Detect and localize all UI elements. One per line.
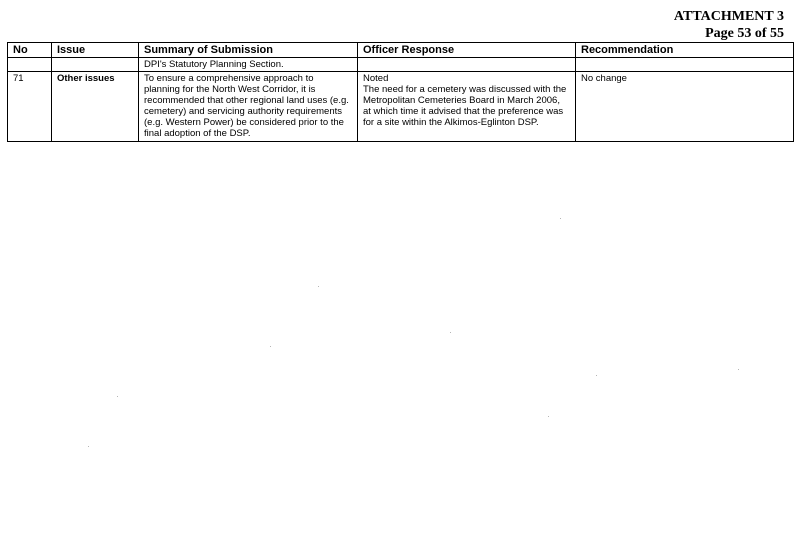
continuation-summary-cell: DPI's Statutory Planning Section.: [139, 58, 358, 72]
continuation-issue-cell: [52, 58, 139, 72]
scan-speck: [450, 332, 451, 333]
scan-speck: [117, 396, 118, 397]
column-header-issue: Issue: [52, 43, 139, 58]
scan-speck: [318, 286, 319, 287]
submissions-table: [7, 42, 794, 142]
continuation-response-cell: [358, 58, 576, 72]
attachment-header: [674, 8, 784, 42]
scan-speck: [596, 375, 597, 376]
table-body: [8, 58, 794, 142]
scan-speck: [270, 346, 271, 347]
page-number: Page 53 of 55: [705, 26, 784, 41]
scan-speck: [548, 416, 549, 417]
column-header-recommendation: Recommendation: [576, 43, 794, 58]
scan-speck: [88, 446, 89, 447]
row-no-cell: 71: [8, 72, 52, 142]
scan-speck: [738, 369, 739, 370]
row-officer-response-cell: [358, 72, 576, 142]
continuation-no-cell: [8, 58, 52, 72]
header-row: [8, 43, 794, 58]
table-row: [8, 72, 794, 142]
response-title: Noted: [363, 73, 389, 84]
column-header-no: No: [8, 43, 52, 58]
column-header-summary: Summary of Submission: [139, 43, 358, 58]
row-issue-cell: Other issues: [52, 72, 139, 142]
continuation-recommendation-cell: [576, 58, 794, 72]
column-header-officer-response: Officer Response: [358, 43, 576, 58]
attachment-label: ATTACHMENT 3: [673, 9, 784, 24]
row-recommendation-cell: No change: [576, 72, 794, 142]
scan-speck: [560, 218, 561, 219]
table-header: [8, 43, 794, 58]
continuation-row: [8, 58, 794, 72]
row-summary-cell: To ensure a comprehensive approach to planning for the North West Corridor, it is recommended that other regional land uses (e.g. cemetery) and servicing authority requirements (e.g. Western Power) be considered prior to the final adoption of the DSP.: [139, 72, 358, 142]
response-body: The need for a cemetery was discussed with the Metropolitan Cemeteries Board in March 2006, at which time it advised that the preference was for a site within the Alkimos-Eglinton DSP.: [363, 84, 567, 128]
